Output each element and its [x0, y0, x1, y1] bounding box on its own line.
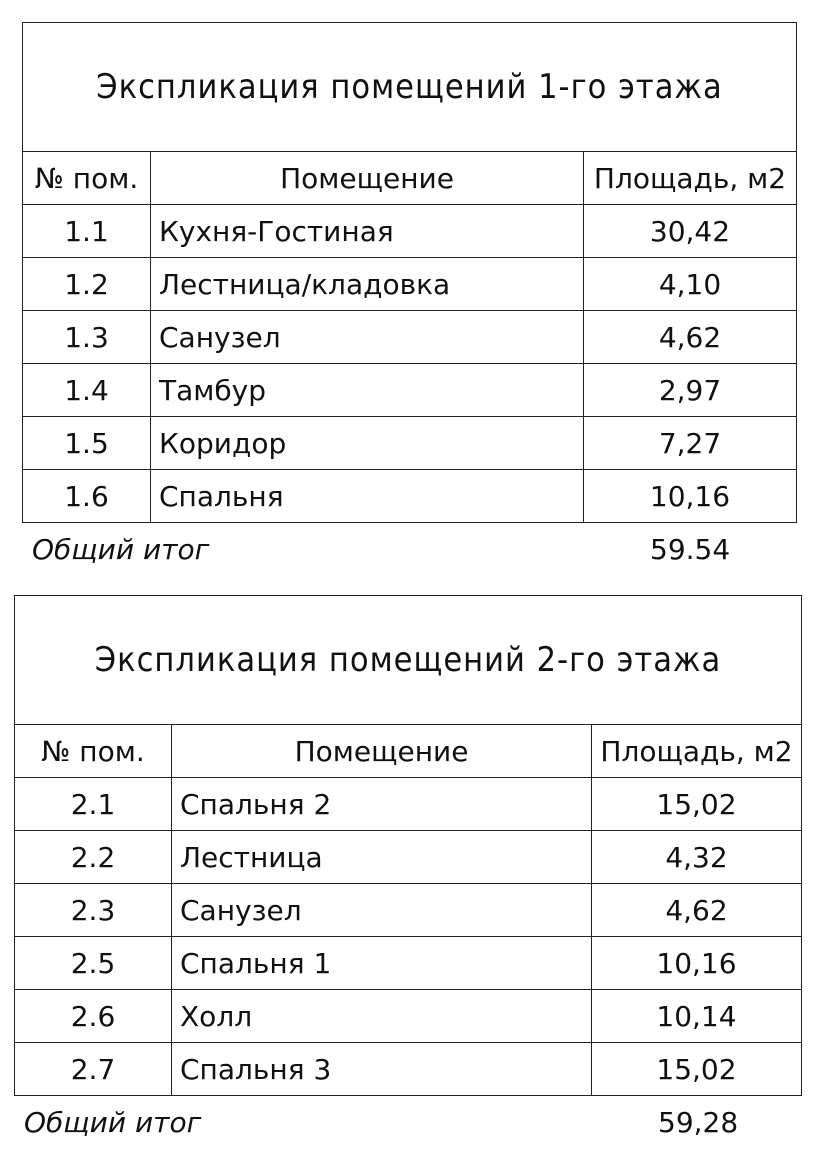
column-header-area: Площадь, м2 — [592, 725, 802, 778]
room-number: 1.6 — [23, 470, 151, 523]
column-header-area: Площадь, м2 — [584, 152, 797, 205]
total-row — [22, 523, 796, 575]
room-number: 2.5 — [15, 937, 172, 990]
table-row — [23, 470, 797, 523]
room-number: 2.6 — [15, 990, 172, 1043]
table-title: Экспликация помещений 1-го этажа — [23, 23, 797, 152]
room-name: Спальня 1 — [172, 937, 592, 990]
floor-2-table — [14, 595, 802, 1096]
room-area: 10,16 — [584, 470, 797, 523]
table-title: Экспликация помещений 2-го этажа — [15, 596, 802, 725]
room-name: Санузел — [172, 884, 592, 937]
table-row — [15, 1043, 802, 1096]
total-value: 59.54 — [650, 533, 731, 566]
room-area: 7,27 — [584, 417, 797, 470]
room-name: Коридор — [151, 417, 584, 470]
room-area: 10,14 — [592, 990, 802, 1043]
room-name: Спальня 3 — [172, 1043, 592, 1096]
room-number: 1.5 — [23, 417, 151, 470]
room-name: Спальня — [151, 470, 584, 523]
total-label: Общий итог — [24, 1106, 202, 1139]
room-area: 4,62 — [592, 884, 802, 937]
room-number: 2.1 — [15, 778, 172, 831]
header-row — [23, 152, 797, 205]
table-row — [15, 884, 802, 937]
room-area: 4,62 — [584, 311, 797, 364]
room-name: Тамбур — [151, 364, 584, 417]
room-area: 15,02 — [592, 1043, 802, 1096]
room-number: 2.7 — [15, 1043, 172, 1096]
table-row — [15, 831, 802, 884]
header-row — [15, 725, 802, 778]
room-area: 4,10 — [584, 258, 797, 311]
room-name: Спальня 2 — [172, 778, 592, 831]
room-number: 1.4 — [23, 364, 151, 417]
table-row — [15, 937, 802, 990]
table-row — [23, 258, 797, 311]
column-header-room: Помещение — [172, 725, 592, 778]
table-row — [15, 990, 802, 1043]
floor-2-explication — [14, 595, 801, 1148]
room-area: 4,32 — [592, 831, 802, 884]
total-label: Общий итог — [32, 533, 210, 566]
floor-1-explication — [22, 22, 796, 575]
total-value: 59,28 — [658, 1106, 739, 1139]
room-number: 1.2 — [23, 258, 151, 311]
room-number: 1.1 — [23, 205, 151, 258]
room-name: Холл — [172, 990, 592, 1043]
room-number: 1.3 — [23, 311, 151, 364]
room-number: 2.2 — [15, 831, 172, 884]
column-header-number: № пом. — [23, 152, 151, 205]
room-area: 10,16 — [592, 937, 802, 990]
room-name: Лестница — [172, 831, 592, 884]
table-row — [23, 417, 797, 470]
table-row — [23, 311, 797, 364]
column-header-room: Помещение — [151, 152, 584, 205]
column-header-number: № пом. — [15, 725, 172, 778]
room-area: 15,02 — [592, 778, 802, 831]
floor-1-table — [22, 22, 797, 523]
table-row — [23, 205, 797, 258]
table-row — [15, 778, 802, 831]
room-number: 2.3 — [15, 884, 172, 937]
table-row — [23, 364, 797, 417]
room-name: Лестница/кладовка — [151, 258, 584, 311]
room-name: Кухня-Гостиная — [151, 205, 584, 258]
room-name: Санузел — [151, 311, 584, 364]
room-area: 2,97 — [584, 364, 797, 417]
total-row — [14, 1096, 801, 1148]
room-area: 30,42 — [584, 205, 797, 258]
